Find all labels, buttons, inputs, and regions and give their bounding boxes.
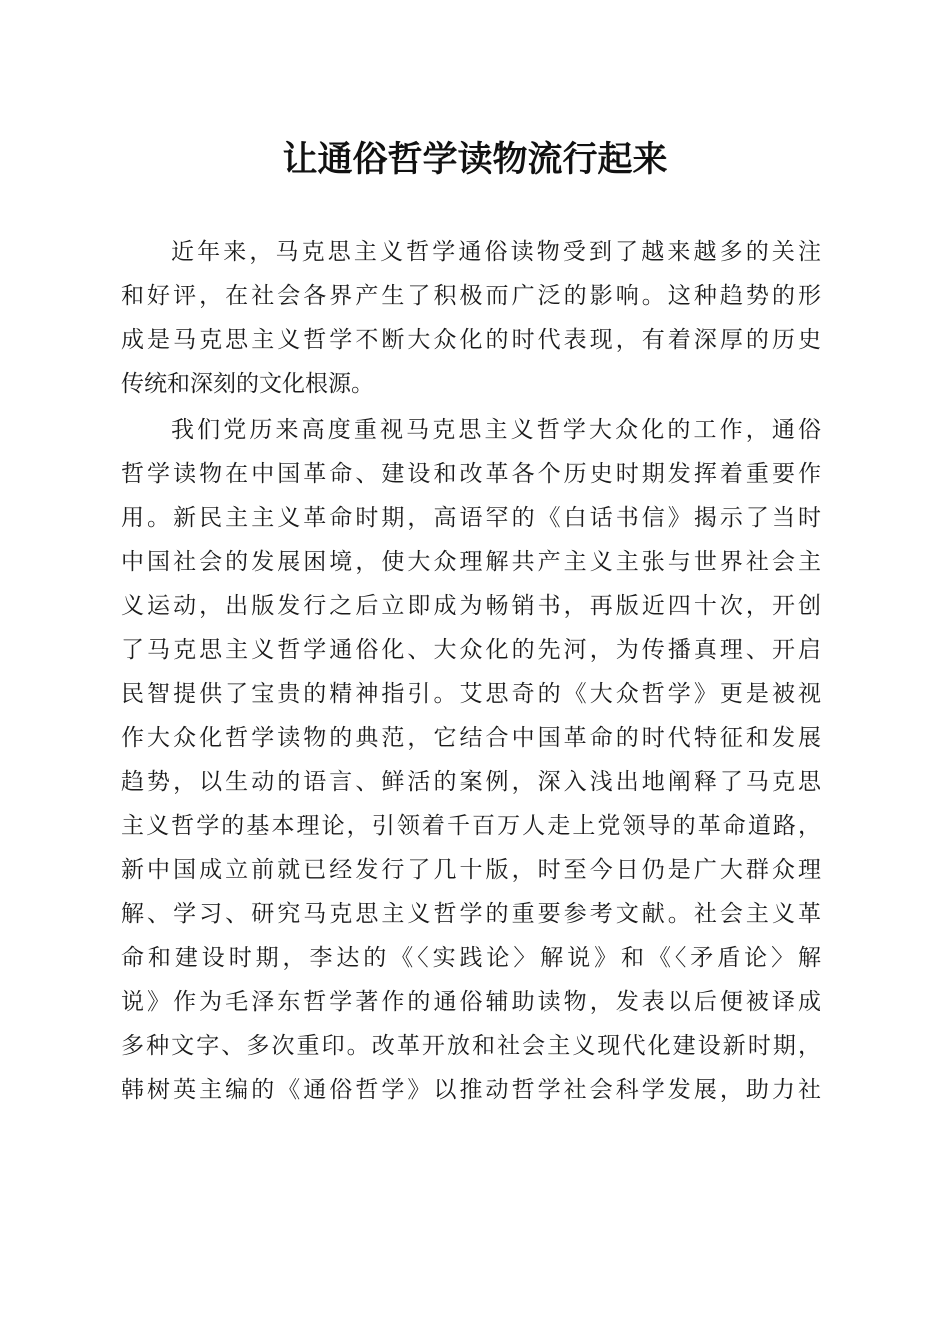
paragraph-2-line-16: 韩树英主编的《通俗哲学》以推动哲学社会科学发展，助力社 — [121, 1077, 821, 1103]
paragraph-2-line-5: 义运动，出版发行之后立即成为畅销书，再版近四十次，开创 — [121, 593, 821, 619]
paragraph-1-line-2: 和好评，在社会各界产生了积极而广泛的影响。这种趋势的形 — [121, 283, 821, 309]
paragraph-1-line-1: 近年来，马克思主义哲学通俗读物受到了越来越多的关注 — [171, 239, 821, 265]
paragraph-2-line-2: 哲学读物在中国革命、建设和改革各个历史时期发挥着重要作 — [121, 461, 821, 487]
paragraph-2-line-4: 中国社会的发展困境，使大众理解共产主义主张与世界社会主 — [121, 549, 821, 575]
paragraph-2-line-6: 了马克思主义哲学通俗化、大众化的先河，为传播真理、开启 — [121, 637, 821, 663]
paragraph-2-line-14: 说》作为毛泽东哲学著作的通俗辅助读物，发表以后便被译成 — [121, 989, 821, 1015]
paragraph-1-line-3: 成是马克思主义哲学不断大众化的时代表现，有着深厚的历史 — [121, 327, 821, 353]
paragraph-2-line-12: 解、学习、研究马克思主义哲学的重要参考文献。社会主义革 — [121, 901, 821, 927]
paragraph-2-line-13: 命和建设时期，李达的《〈实践论〉解说》和《〈矛盾论〉解 — [121, 945, 821, 971]
paragraph-2-line-15: 多种文字、多次重印。改革开放和社会主义现代化建设新时期， — [121, 1033, 821, 1059]
paragraph-1-line-4: 传统和深刻的文化根源。 — [121, 371, 374, 397]
document-title: 让通俗哲学读物流行起来 — [282, 139, 668, 180]
paragraph-2-line-10: 主义哲学的基本理论，引领着千百万人走上党领导的革命道路， — [121, 813, 821, 839]
paragraph-2-line-9: 趋势，以生动的语言、鲜活的案例，深入浅出地阐释了马克思 — [121, 769, 821, 795]
paragraph-2-line-1: 我们党历来高度重视马克思主义哲学大众化的工作，通俗 — [171, 417, 821, 443]
paragraph-2-line-3: 用。新民主主义革命时期，高语罕的《白话书信》揭示了当时 — [121, 505, 821, 531]
paragraph-2-line-7: 民智提供了宝贵的精神指引。艾思奇的《大众哲学》更是被视 — [121, 681, 821, 707]
paragraph-2-line-8: 作大众化哲学读物的典范，它结合中国革命的时代特征和发展 — [121, 725, 821, 751]
paragraph-2-line-11: 新中国成立前就已经发行了几十版，时至今日仍是广大群众理 — [121, 857, 821, 883]
